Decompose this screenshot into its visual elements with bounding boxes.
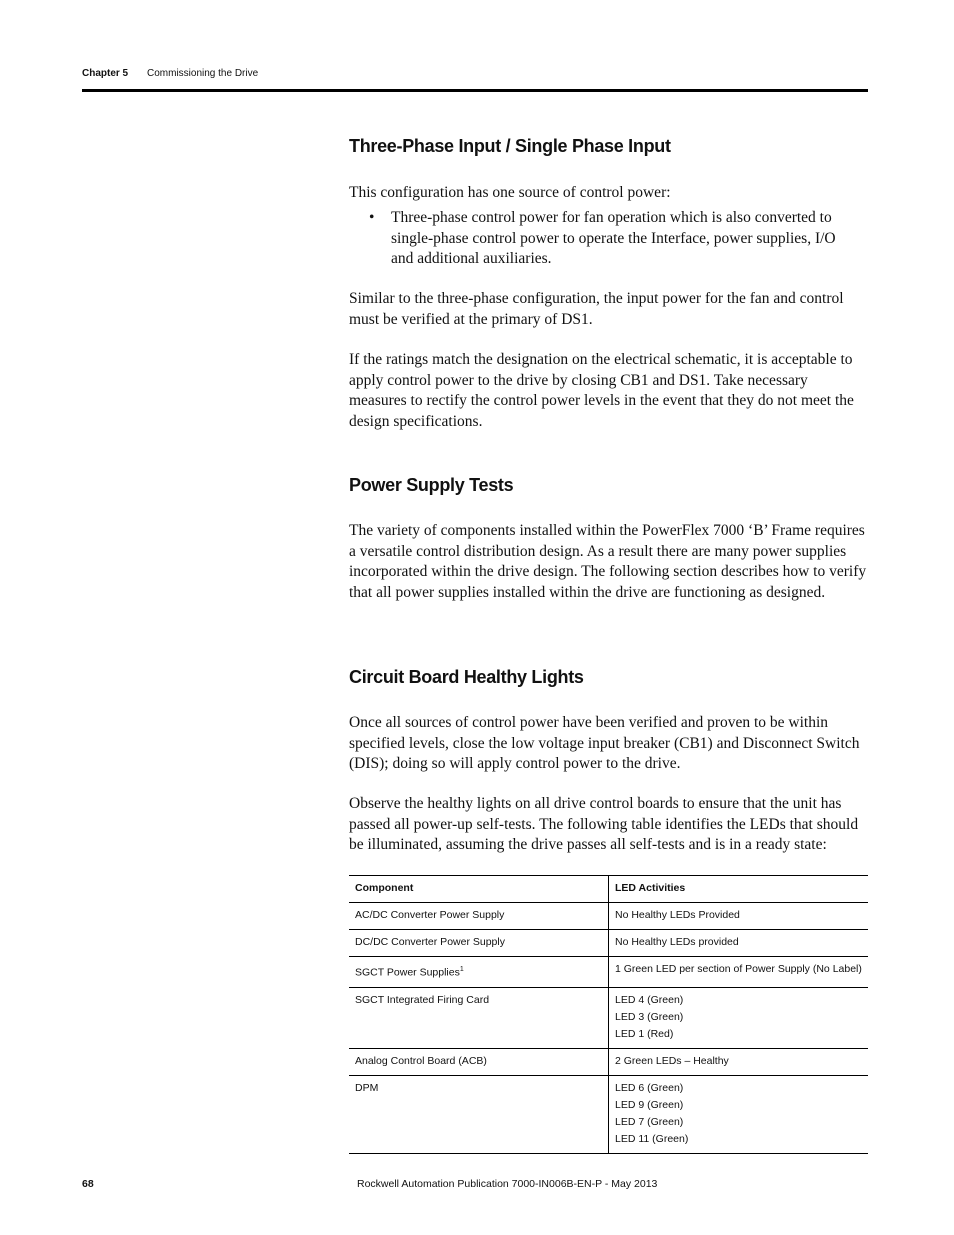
component-name: SGCT Power Supplies [355, 966, 460, 979]
component-cell [349, 987, 609, 1048]
column-header-led: LED Activities [609, 876, 869, 903]
table-row [349, 1048, 868, 1075]
bullet-text: Three-phase control power for fan operation which is also converted to single-phase control power to operate the Interface, power supplies, I/O and additional auxiliaries. [391, 209, 836, 267]
component-name: DPM [355, 1081, 379, 1094]
led-activity: 1 Green LED per section of Power Supply (No Label) [615, 963, 862, 975]
table-row [349, 930, 868, 957]
publication-info: Rockwell Automation Publication 7000-IN006B-EN-P - May 2013 [357, 1178, 658, 1190]
table-row [349, 957, 868, 988]
component-cell [349, 1048, 609, 1075]
page-header [82, 66, 868, 84]
led-activity: No Healthy LEDs provided [615, 936, 739, 948]
led-activities-cell [609, 903, 869, 930]
table-row [349, 987, 868, 1048]
paragraph-observe: Observe the healthy lights on all drive control boards to ensure that the unit has passed all power-up self-tests. The following table identifies the LEDs that should be illuminated, assuming the drive passes all self-tests and is in a ready state: [349, 795, 859, 853]
led-activity: LED 1 (Red) [615, 1027, 674, 1040]
led-activity: No Healthy LEDs Provided [615, 909, 740, 921]
table-row [349, 1075, 868, 1153]
led-activity: 2 Green LEDs – Healthy [615, 1054, 729, 1067]
bullet-dot: • [369, 209, 375, 226]
table-row [349, 903, 868, 930]
led-activity: LED 11 (Green) [615, 1132, 689, 1145]
paragraph-intro: This configuration has one source of control power: [349, 184, 671, 201]
chapter-label: Chapter 5 [82, 68, 129, 79]
led-activity: LED 6 (Green) [615, 1081, 684, 1094]
led-activity: LED 7 (Green) [615, 1115, 684, 1128]
page-number: 68 [82, 1178, 94, 1190]
header-rule [82, 89, 868, 92]
paragraph-fan-control: Similar to the three-phase configuration, the input power for the fan and control must be verified at the primary of DS1. [349, 290, 844, 328]
component-name: Analog Control Board (ACB) [355, 1054, 487, 1067]
led-activities-cell [609, 1075, 869, 1153]
led-activity: LED 4 (Green) [615, 993, 684, 1006]
paragraph-ratings: If the ratings match the designation on the electrical schematic, it is acceptable to apply control power to the drive by closing CB1 and DS1. Take necessary measures to rectify the control power levels in the event that they do not meet the design specifications. [349, 351, 854, 430]
led-activity: LED 9 (Green) [615, 1098, 684, 1111]
component-name: AC/DC Converter Power Supply [355, 909, 505, 921]
heading-healthy-lights: Circuit Board Healthy Lights [349, 667, 584, 687]
paragraph-control-power: Once all sources of control power have been verified and proven to be within specified levels, close the low voltage input breaker (CB1) and Disconnect Switch (DIS); doing so will apply control power to the drive. [349, 714, 860, 772]
led-activity: LED 3 (Green) [615, 1010, 684, 1023]
component-name: SGCT Integrated Firing Card [355, 993, 490, 1006]
led-activities-cell [609, 987, 869, 1048]
heading-power-supply-tests: Power Supply Tests [349, 475, 514, 495]
component-cell [349, 903, 609, 930]
paragraph-power-supply: The variety of components installed within the PowerFlex 7000 ‘B’ Frame requires a versatile control distribution design. As a result there are many power supplies incorporated within the drive design. The following section describes how to verify that all power supplies installed within the drive are functioning as designed. [349, 522, 867, 601]
led-table [349, 875, 868, 1154]
led-activities-cell [609, 1048, 869, 1075]
component-cell [349, 930, 609, 957]
footnote-marker: 1 [459, 966, 464, 973]
component-name: DC/DC Converter Power Supply [355, 936, 505, 948]
component-cell [349, 1075, 609, 1153]
led-activities-cell [609, 957, 869, 988]
chapter-title: Commissioning the Drive [147, 68, 259, 79]
component-cell [349, 957, 609, 988]
column-header-component: Component [349, 876, 609, 903]
table-header-row [349, 876, 868, 903]
led-activities-cell [609, 930, 869, 957]
heading-three-phase: Three-Phase Input / Single Phase Input [349, 136, 671, 156]
